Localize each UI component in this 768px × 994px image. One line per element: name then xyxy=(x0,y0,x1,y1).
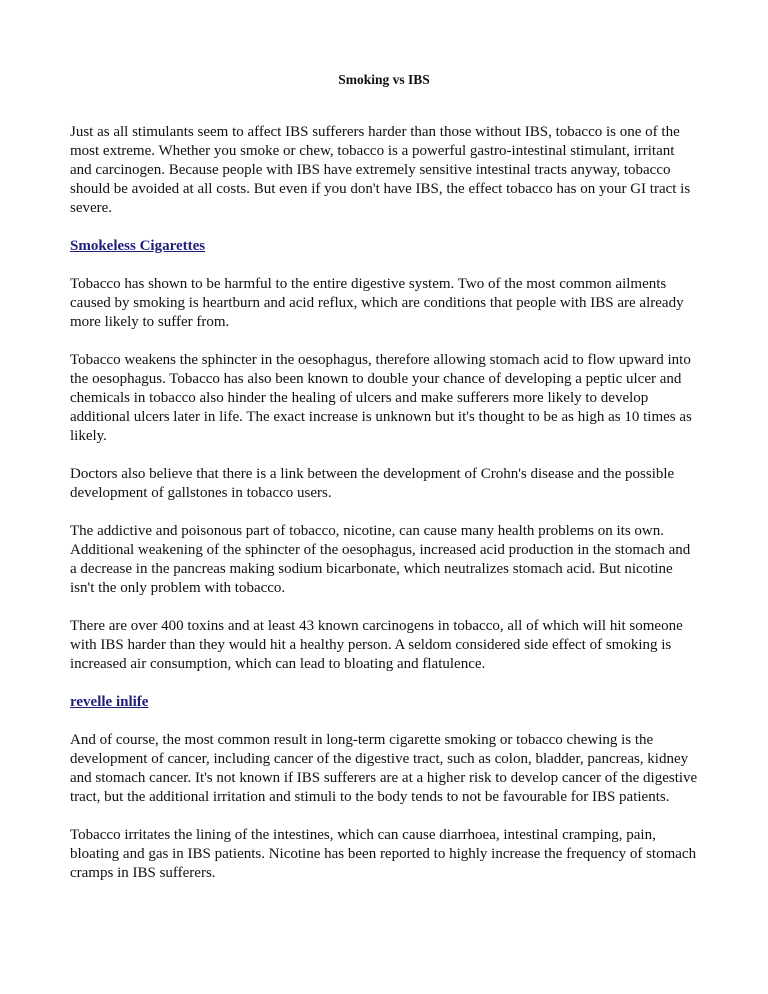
paragraph-intro: Just as all stimulants seem to affect IBS sufferers harder than those without IBS, tobacco is one of the most extreme. Whether you smoke or chew, tobacco is a powerful gastro-intestinal stimulant, irritant and carcinogen. Because people with IBS have extremely sensitive intestinal tracts anyway, tobacco should be avoided at all costs. But even if you don't have IBS, the effect tobacco has on your GI tract is severe. xyxy=(70,124,691,216)
paragraph-toxins: There are over 400 toxins and at least 43 known carcinogens in tobacco, all of which will hit someone with IBS harder than they would hit a healthy person. A seldom considered side effect of smoking is increased air consumption, which can lead to bloating and flatulence. xyxy=(70,618,683,672)
paragraph-nicotine: The addictive and poisonous part of tobacco, nicotine, can cause many health problems on its own. Additional weakening of the sphincter of the oesophagus, increased acid production in the stomach and a decrease in the pancreas making sodium bicarbonate, which neutralizes stomach acid. But nicotine isn't the only problem with tobacco. xyxy=(70,523,691,596)
paragraph-sphincter: Tobacco weakens the sphincter in the oesophagus, therefore allowing stomach acid to flow upward into the oesophagus. Tobacco has also been known to double your chance of developing a peptic ulcer and chemicals in tobacco also hinder the healing of ulcers and make sufferers more likely to develop additional ulcers later in life. The exact increase is unknown but it's thought to be as high as 10 times as likely. xyxy=(70,352,692,444)
paragraph-crohns: Doctors also believe that there is a link between the development of Crohn's disease and the possible development of gallstones in tobacco users. xyxy=(70,466,675,501)
paragraph-intestines: Tobacco irritates the lining of the intestines, which can cause diarrhoea, intestinal cramping, pain, bloating and gas in IBS patients. Nicotine has been reported to highly increase the frequency of stomach cramps in IBS sufferers. xyxy=(70,827,697,881)
document-title: Smoking vs IBS xyxy=(338,72,430,87)
smokeless-cigarettes-link[interactable]: Smokeless Cigarettes xyxy=(70,238,206,254)
link-container xyxy=(70,237,698,275)
link-container xyxy=(70,693,698,731)
revelle-inlife-link[interactable]: revelle inlife xyxy=(70,694,149,710)
paragraph-cancer: And of course, the most common result in long-term cigarette smoking or tobacco chewing is the development of cancer, including cancer of the digestive tract, such as colon, bladder, pancreas, kidney and stomach cancer. It's not known if IBS sufferers are at a higher risk to develop cancer of the digestive tract, but the additional irritation and stimuli to the body tends to not be favourable for IBS patients. xyxy=(70,732,698,805)
paragraph-digestive-harm: Tobacco has shown to be harmful to the entire digestive system. Two of the most common ailments caused by smoking is heartburn and acid reflux, which are conditions that people with IBS are already more likely to suffer from. xyxy=(70,276,684,330)
